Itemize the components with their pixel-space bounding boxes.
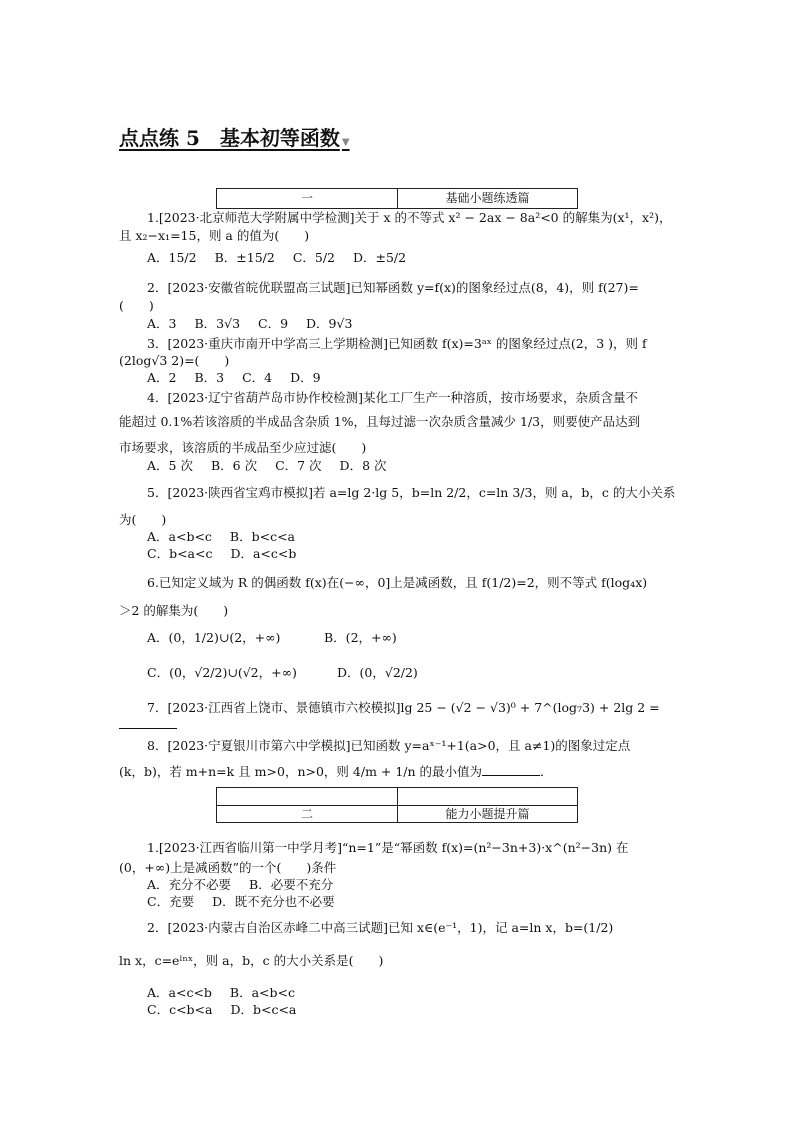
p1-choice-d: D．既不充分也不必要: [212, 894, 335, 909]
p1-choices-row1: [147, 877, 347, 893]
q6-choice-a: A．(0，1/2)∪(2，+∞): [147, 630, 281, 645]
q3-choice-a: A．2: [147, 370, 177, 385]
q6-choice-c: C．(0，√2/2)∪(√2，+∞): [147, 665, 297, 680]
q4-choice-a: A．5 次: [147, 458, 193, 473]
p2-choices-row2: [147, 1002, 310, 1018]
q3-line1: 3．[2023·重庆市南开中学高三上学期检测]已知函数 f(x)=3ᵃˣ 的图象经过点(2，3 )，则 f: [147, 336, 647, 351]
q4-choice-c: C．7 次: [275, 458, 322, 473]
q5-choice-c: C．b<a<c: [147, 546, 213, 561]
q4-line3: 市场要求，该溶质的半成品至少应过滤( ): [119, 440, 367, 455]
q3-choices: [147, 370, 335, 386]
q2-line1: 2．[2023·安徽省皖优联盟高三试题]已知幂函数 y=f(x)的图象经过点(8，4)，则 f(27)=: [147, 280, 639, 295]
p1-choice-a: A．充分不必要: [147, 877, 232, 892]
q8-line2: (k，b)，若 m+n=k 且 m>0，n>0，则 4/m + 1/n 的最小值为 ．: [119, 764, 553, 779]
section-name: 能力小题提升篇: [445, 806, 530, 821]
section-number: 一: [217, 189, 398, 208]
q4-choice-b: B．6 次: [210, 458, 258, 473]
triangle-marker-icon: ▼: [341, 137, 350, 148]
q4-choice-d: D．8 次: [339, 458, 387, 473]
q2-choice-a: A．3: [147, 316, 177, 331]
q6-line1: 6.已知定义域为 R 的偶函数 f(x)在(−∞，0]上是减函数，且 f(1/2)=2，则不等式 f(log₄x): [147, 575, 648, 590]
q5-choice-b: B．b<c<a: [229, 529, 296, 544]
p2-choice-b: B．a<b<c: [229, 985, 296, 1000]
section-header-basic: [216, 188, 578, 209]
page-title: 点点练 5 基本初等函数 ▼: [119, 126, 350, 150]
p2-choice-d: D．b<c<a: [230, 1002, 297, 1017]
q3-choice-d: D．9: [290, 370, 321, 385]
section-header-advanced: [216, 787, 578, 823]
q8-line1: 8．[2023·宁夏银川市第六中学模拟]已知函数 y=aˣ⁻¹+1(a>0，且 a≠1)的图象过定点: [147, 738, 631, 753]
q8-blank[interactable]: [482, 775, 540, 776]
p1-choice-c: C．充要: [147, 894, 195, 909]
q2-choice-b: B．3√3: [194, 316, 241, 331]
q6-line2: ＞2 的解集为( ): [119, 603, 229, 618]
q5-choices-row1: [147, 529, 309, 545]
q5-line1: 5．[2023·陕西省宝鸡市模拟]若 a=lg 2·lg 5，b=ln 2/2，c=ln 3/3，则 a，b，c 的大小关系: [147, 485, 676, 500]
q5-choices-row2: [147, 546, 310, 562]
p2-line2: ln x，c=eˡⁿˣ，则 a，b，c 的大小关系是( ): [119, 953, 384, 968]
p1-choice-b: B．必要不充分: [249, 877, 334, 892]
q4-choices: [147, 458, 401, 474]
p1-choices-row2: [147, 894, 349, 910]
q2-choice-c: C．9: [258, 316, 289, 331]
q7-blank[interactable]: [119, 728, 177, 729]
q2-choices: [147, 316, 366, 332]
q3-choice-c: C．4: [242, 370, 273, 385]
p2-choice-a: A．a<c<b: [147, 985, 212, 1000]
section-number: 二: [217, 806, 398, 823]
q1-line2: 且 x₂−x₁=15，则 a 的值为( ): [119, 228, 310, 243]
q3-line2: (2log√3 2)=( ): [119, 353, 230, 368]
q2-line2: ( ): [119, 298, 154, 313]
p2-line1: 2．[2023·内蒙古自治区赤峰二中高三试题]已知 x∈(e⁻¹，1)，记 a=ln x，b=(1/2): [147, 920, 614, 935]
p1-line1: 1.[2023·江西省临川第一中学月考]“n=1”是“幂函数 f(x)=(n²−3n+3)·x^(n²−3n) 在: [147, 840, 629, 855]
q6-choice-d: D．(0，√2/2): [337, 665, 418, 680]
q5-choice-a: A．a<b<c: [147, 529, 212, 544]
q5-choice-d: D．a<c<b: [230, 546, 297, 561]
p2-choices-row1: [147, 985, 309, 1001]
p1-line2: (0，+∞)上是减函数”的一个( )条件: [119, 860, 337, 875]
q1-line1: 1.[2023·北京师范大学附属中学检测]关于 x 的不等式 x² − 2ax − 8a²<0 的解集为(x¹，x²)，: [147, 210, 672, 225]
q2-choice-d: D．9√3: [306, 316, 353, 331]
q4-line1: 4．[2023·辽宁省葫芦岛市协作校检测]某化工厂生产一种溶质，按市场要求，杂质含量不: [147, 390, 638, 405]
q7-line1: 7．[2023·江西省上饶市、景德镇市六校模拟]lg 25 − (√2 − √3)⁰ + 7^(log₇3) + 2lg 2 =: [147, 700, 660, 715]
q6-choice-b: B．(2，+∞): [324, 630, 397, 645]
q1-choice-b: B．±15/2: [214, 250, 275, 265]
q1-choice-c: C．5/2: [292, 250, 335, 265]
q1-choice-a: A．15/2: [147, 250, 197, 265]
q5-line2: 为( ): [119, 512, 167, 527]
section-name: 基础小题练透篇: [445, 191, 530, 205]
p2-choice-c: C．c<b<a: [147, 1002, 213, 1017]
q4-line2: 能超过 0.1%若该溶质的半成品含杂质 1%，且每过滤一次杂质含量减少 1/3，则要使产品达到: [119, 414, 641, 429]
q1-choices: [147, 250, 420, 266]
q3-choice-b: B．3: [194, 370, 225, 385]
q7-answer-blank[interactable]: [119, 717, 177, 733]
q1-choice-d: D．±5/2: [352, 250, 407, 265]
